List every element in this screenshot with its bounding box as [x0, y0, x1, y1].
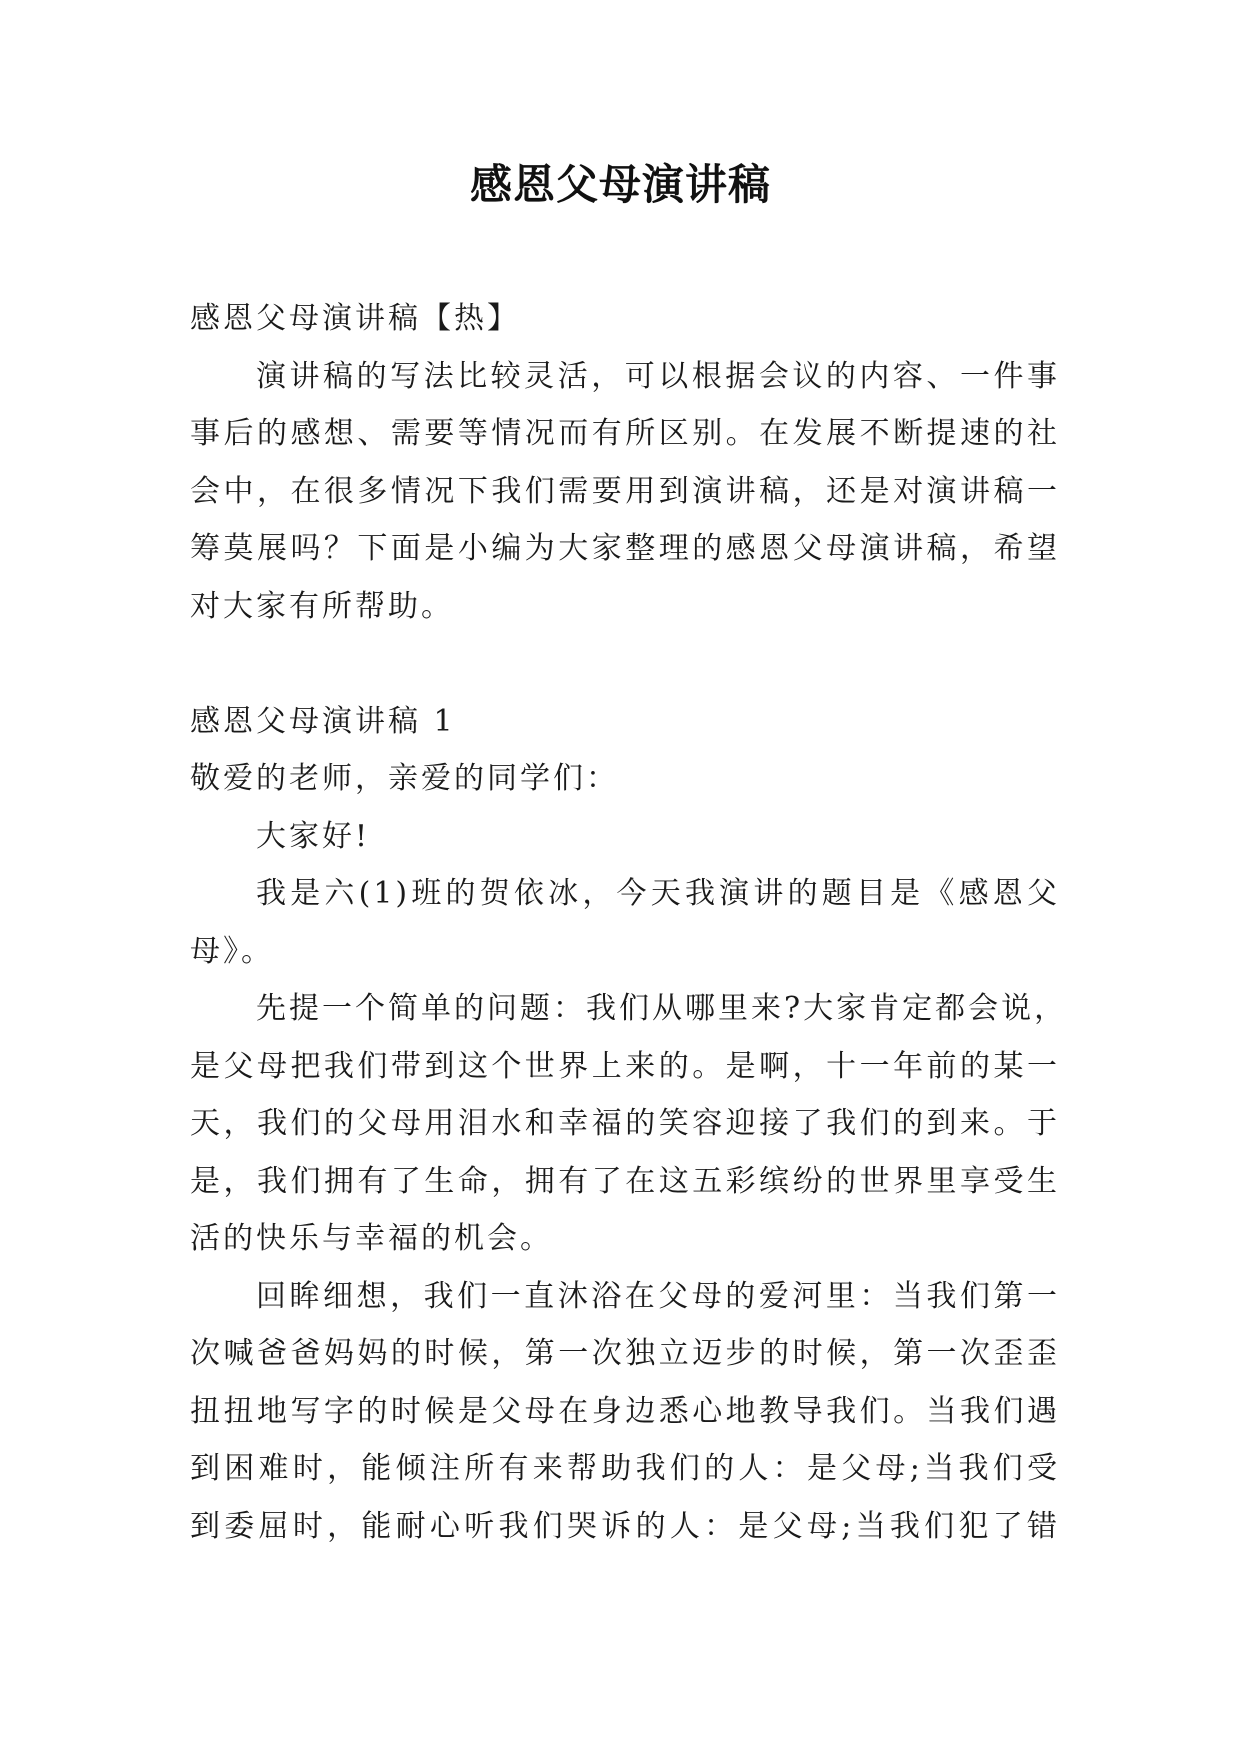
text-line: 次喊爸爸妈妈的时候，第一次独立迈步的时候，第一次歪歪: [190, 1336, 1060, 1371]
text-line: 母》。: [190, 933, 274, 969]
text-line: 天，我们的父母用泪水和幸福的笑容迎接了我们的到来。于: [190, 1106, 1060, 1141]
text-line: 对大家有所帮助。: [190, 588, 454, 624]
text-line: 是父母把我们带到这个世界上来的。是啊，十一年前的某一: [190, 1048, 1060, 1084]
text-line: 到委屈时，能耐心听我们哭诉的人：是父母;当我们犯了错: [190, 1508, 1060, 1544]
text-line: 筹莫展吗？下面是小编为大家整理的感恩父母演讲稿，希望: [190, 531, 1060, 566]
speech-heading: 感恩父母演讲稿 1: [190, 703, 456, 739]
document-title: 感恩父母演讲稿: [469, 160, 771, 209]
intro-heading: 感恩父母演讲稿【热】: [190, 301, 520, 336]
speech-paragraph-2: [190, 980, 1068, 1268]
greeting: 大家好!: [256, 818, 371, 854]
salutation: 敬爱的老师，亲爱的同学们：: [190, 761, 619, 796]
text-line: 事后的感想、需要等情况而有所区别。在发展不断提速的社: [190, 416, 1060, 451]
text-line: 是，我们拥有了生命，拥有了在这五彩缤纷的世界里享受生: [190, 1163, 1060, 1199]
section-spacer: [190, 635, 1060, 693]
text-line: 会中，在很多情况下我们需要用到演讲稿，还是对演讲稿一: [190, 473, 1060, 509]
speech-paragraph-3: [190, 1268, 1060, 1556]
speech-paragraph-1: [190, 865, 1060, 980]
text-line: 演讲稿的写法比较灵活，可以根据会议的内容、一件事: [256, 358, 1060, 394]
text-line: 活的快乐与幸福的机会。: [190, 1221, 553, 1256]
text-line: 到困难时，能倾注所有来帮助我们的人：是父母;当我们受: [190, 1451, 1060, 1486]
text-line: 回眸细想，我们一直沐浴在父母的爱河里：当我们第一: [256, 1278, 1060, 1314]
text-line: 扭扭地写字的时候是父母在身边悉心地教导我们。当我们遇: [190, 1393, 1060, 1429]
text-line: 我是六(1)班的贺依冰，今天我演讲的题目是《感恩父: [256, 876, 1060, 911]
document-body: [190, 290, 1068, 1555]
text-line: 先提一个简单的问题：我们从哪里来?大家肯定都会说，: [256, 991, 1068, 1026]
intro-paragraph: [190, 348, 1060, 636]
